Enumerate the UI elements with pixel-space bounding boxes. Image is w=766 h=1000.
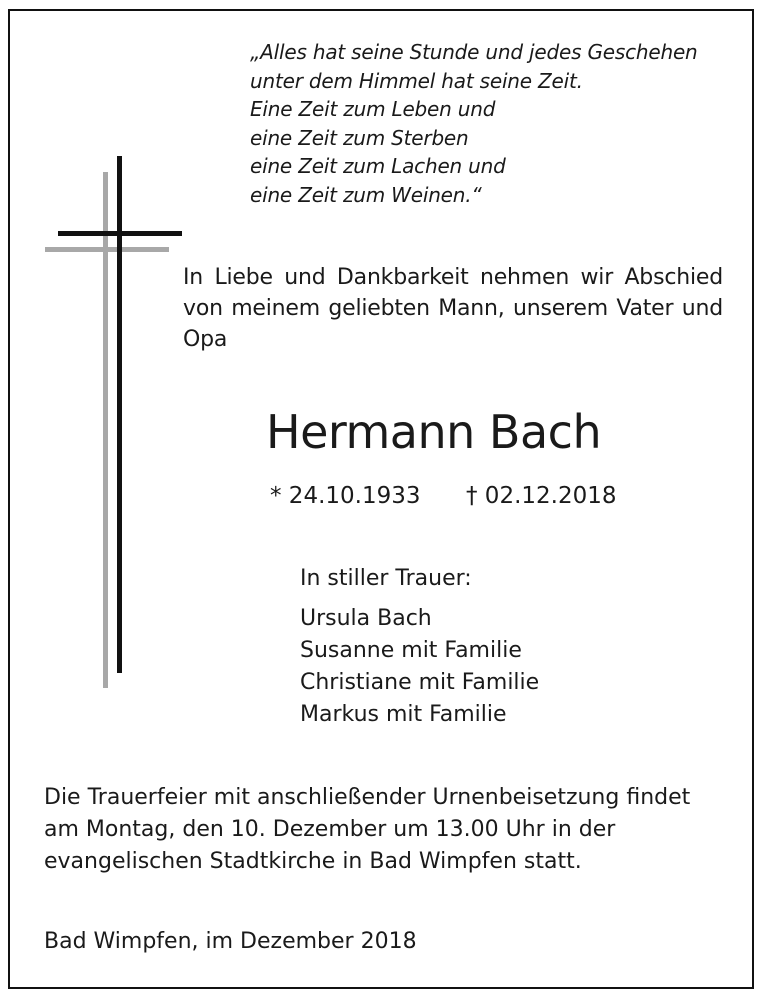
bible-quote [250, 38, 698, 209]
mourner-item: Susanne mit Familie [300, 638, 522, 663]
farewell-text: In Liebe und Dankbarkeit nehmen wir Abschied von meinem geliebten Mann, unserem Vater und Opa [183, 265, 723, 352]
quote-line: eine Zeit zum Weinen.“ [250, 182, 482, 207]
cross-grey-horizontal-bar [45, 247, 169, 252]
ceremony-info [44, 782, 690, 878]
death-date: † 02.12.2018 [466, 483, 617, 509]
cross-black-horizontal-bar [58, 231, 182, 236]
mourner-item: Ursula Bach [300, 606, 432, 631]
mourning-label: In stiller Trauer: [300, 566, 472, 591]
mourner-item: Christiane mit Familie [300, 670, 540, 695]
ceremony-line: evangelischen Stadtkirche in Bad Wimpfen statt. [44, 849, 582, 874]
mourners-list [300, 603, 539, 731]
quote-line: unter dem Himmel hat seine Zeit. [250, 68, 583, 93]
quote-line: eine Zeit zum Lachen und [250, 154, 506, 178]
deceased-name: Hermann Bach [266, 405, 602, 459]
birth-date: * 24.10.1933 [270, 483, 421, 509]
ceremony-line: Die Trauerfeier mit anschließender Urnenbeisetzung findet [44, 785, 691, 810]
quote-line: Eine Zeit zum Leben und [250, 97, 496, 121]
place-and-date: Bad Wimpfen, im Dezember 2018 [44, 929, 417, 954]
mourner-item: Markus mit Familie [300, 702, 507, 727]
quote-line: „Alles hat seine Stunde und jedes Geschehen [250, 40, 698, 64]
quote-line: eine Zeit zum Sterben [250, 125, 469, 150]
ceremony-line: am Montag, den 10. Dezember um 13.00 Uhr in der [44, 817, 616, 842]
